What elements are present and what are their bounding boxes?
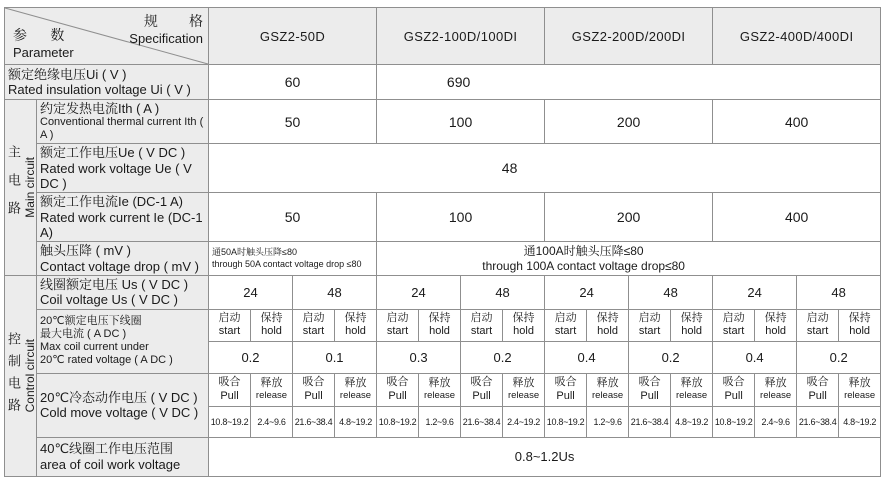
- corner-spec-en: Specification: [129, 31, 203, 46]
- corner-specification: [129, 11, 203, 46]
- ith-value: 50: [209, 100, 377, 144]
- range40-value: 0.8~1.2Us: [209, 437, 881, 476]
- coil-voltage-value: 24: [713, 275, 797, 309]
- coil-current-value: 0.2: [629, 341, 713, 373]
- label-cn: 额定工作电压Ue ( V DC ): [40, 145, 186, 161]
- hold-en: hold: [429, 325, 450, 338]
- group-main-en: Main circuit: [23, 157, 37, 218]
- cold-voltage-value: 4.8~19.2: [335, 406, 377, 437]
- hold-en: hold: [513, 325, 534, 338]
- hold-header-cell: [503, 309, 545, 341]
- start-header-cell: [461, 309, 503, 341]
- row-thermal-current: [5, 100, 881, 144]
- cold-voltage-value: 21.6~38.4: [293, 406, 335, 437]
- column-header-gsz2-200d: GSZ2-200D/200DI: [545, 8, 713, 65]
- cold-voltage-value: 21.6~38.4: [797, 406, 839, 437]
- label-cn: 40℃线圈工作电压范围: [40, 441, 174, 457]
- start-header-cell: [629, 309, 671, 341]
- pull-cn: 吸合: [722, 376, 745, 389]
- hold-cn: 保持: [428, 311, 451, 324]
- hold-header-cell: [419, 309, 461, 341]
- label-line: 20℃额定电压下线圈: [40, 315, 142, 328]
- start-header-cell: [293, 309, 335, 341]
- hold-header-cell: [755, 309, 797, 341]
- label-line: 20℃ rated voltage ( A DC ): [40, 354, 173, 367]
- hold-cn: 保持: [764, 311, 787, 324]
- hold-cn: 保持: [848, 311, 871, 324]
- release-cn: 释放: [260, 377, 283, 390]
- label-cn: 20℃冷态动作电压 ( V DC ): [40, 389, 198, 405]
- row-label-coil: [37, 275, 209, 309]
- pull-cn: 吸合: [806, 376, 829, 389]
- pull-en: Pull: [556, 389, 575, 402]
- cold-voltage-value: 2.4~19.2: [503, 406, 545, 437]
- hold-header-cell: [671, 309, 713, 341]
- hold-en: hold: [345, 325, 366, 338]
- group-control-cn: 控制电路: [6, 331, 21, 420]
- ie-value: 100: [377, 193, 545, 242]
- insulation-value-50d: 60: [209, 65, 377, 100]
- hold-cn: 保持: [344, 311, 367, 324]
- coil-voltage-value: 24: [209, 275, 293, 309]
- cold-voltage-value: 1.2~9.6: [587, 406, 629, 437]
- column-header-gsz2-400d: GSZ2-400D/400DI: [713, 8, 881, 65]
- row-label-ue: [37, 144, 209, 193]
- pull-en: Pull: [808, 389, 827, 402]
- pull-en: Pull: [304, 389, 323, 402]
- label-cn: 约定发热电流Ith ( A ): [40, 101, 160, 116]
- corner-cell: [5, 8, 209, 65]
- header-row: [5, 8, 881, 65]
- cold-voltage-value: 4.8~19.2: [839, 406, 881, 437]
- start-cn: 启动: [722, 311, 745, 324]
- start-header-cell: [209, 309, 251, 341]
- pull-en: Pull: [388, 389, 407, 402]
- label-en: Rated insulation voltage Ui ( V ): [8, 82, 191, 97]
- release-en: release: [676, 390, 708, 402]
- label-line: 最大电流 ( A DC ): [40, 328, 127, 341]
- hold-header-cell: [587, 309, 629, 341]
- pull-cn: 吸合: [302, 376, 325, 389]
- start-cn: 启动: [386, 311, 409, 324]
- release-en: release: [423, 390, 456, 402]
- start-cn: 启动: [302, 311, 325, 324]
- hold-header-cell: [839, 309, 881, 341]
- release-en: release: [844, 390, 876, 402]
- hold-cn: 保持: [680, 311, 703, 324]
- drop-100a-en: through 100A contact voltage drop≤80: [482, 258, 685, 273]
- row-pull-release-header: [5, 373, 881, 406]
- pull-header-cell: [377, 373, 419, 406]
- ie-value: 200: [545, 193, 713, 242]
- label-en: Conventional thermal current Ith ( A ): [40, 116, 204, 142]
- hold-cn: 保持: [260, 311, 283, 324]
- group-control-en: Control circuit: [23, 339, 37, 413]
- drop-value-50a: [209, 242, 377, 276]
- start-en: start: [470, 325, 493, 338]
- drop-50a-cn: 通50A时触头压降≤80: [212, 247, 297, 258]
- row-label-drop: [37, 242, 209, 276]
- start-en: start: [302, 325, 325, 338]
- release-header-cell: [419, 373, 461, 406]
- cold-voltage-value: 10.8~19.2: [377, 406, 419, 437]
- coil-current-value: 0.2: [461, 341, 545, 373]
- row-label-max-current: [37, 309, 209, 373]
- release-header-cell: [587, 373, 629, 406]
- pull-cn: 吸合: [554, 376, 577, 389]
- start-header-cell: [713, 309, 755, 341]
- pull-header-cell: [461, 373, 503, 406]
- start-cn: 启动: [806, 311, 829, 324]
- column-header-gsz2-50d: GSZ2-50D: [209, 8, 377, 65]
- label-cn: 额定绝缘电压Ui ( V ): [8, 66, 127, 82]
- ith-value: 200: [545, 100, 713, 144]
- label-cn: 触头压降 ( mV ): [40, 243, 131, 259]
- cold-voltage-value: 10.8~19.2: [713, 406, 755, 437]
- drop-50a-en: through 50A contact voltage drop ≤80: [212, 258, 362, 269]
- release-cn: 释放: [680, 377, 703, 390]
- cold-voltage-value: 1.2~9.6: [419, 406, 461, 437]
- label-cn: 线圈额定电压 Us ( V DC ): [40, 276, 189, 292]
- release-en: release: [507, 390, 540, 402]
- hold-cn: 保持: [512, 311, 535, 324]
- cold-voltage-value: 21.6~38.4: [629, 406, 671, 437]
- label-en: Coil voltage Us ( V DC ): [40, 292, 178, 308]
- drop-100a-cn: 通100A时触头压降≤80: [523, 243, 644, 258]
- start-cn: 启动: [470, 311, 493, 324]
- start-header-cell: [545, 309, 587, 341]
- cold-voltage-value: 10.8~19.2: [545, 406, 587, 437]
- release-header-cell: [335, 373, 377, 406]
- release-en: release: [339, 390, 372, 402]
- start-header-cell: [797, 309, 839, 341]
- pull-en: Pull: [724, 389, 743, 402]
- pull-header-cell: [713, 373, 755, 406]
- release-en: release: [760, 390, 792, 402]
- coil-current-value: 0.2: [797, 341, 881, 373]
- hold-header-cell: [251, 309, 293, 341]
- pull-en: Pull: [220, 389, 239, 402]
- label-cn: 额定工作电流Ie (DC-1 A): [40, 194, 184, 210]
- ie-value: 50: [209, 193, 377, 242]
- release-en: release: [255, 390, 288, 402]
- label-en: Contact voltage drop ( mV ): [40, 258, 199, 274]
- hold-header-cell: [335, 309, 377, 341]
- start-cn: 启动: [218, 311, 241, 324]
- start-en: start: [722, 325, 745, 338]
- column-header-gsz2-100d: GSZ2-100D/100DI: [377, 8, 545, 65]
- hold-en: hold: [597, 325, 618, 338]
- corner-param-cn: 参 数: [13, 27, 65, 43]
- insulation-value-rest: 690: [377, 65, 881, 100]
- coil-current-value: 0.4: [545, 341, 629, 373]
- cold-voltage-value: 4.8~19.2: [671, 406, 713, 437]
- ie-value: 400: [713, 193, 881, 242]
- release-cn: 释放: [512, 377, 535, 390]
- hold-en: hold: [849, 325, 871, 338]
- row-label-ith: [37, 100, 209, 144]
- pull-cn: 吸合: [470, 376, 493, 389]
- ith-value: 100: [377, 100, 545, 144]
- coil-voltage-value: 24: [377, 275, 461, 309]
- pull-header-cell: [209, 373, 251, 406]
- start-header-cell: [377, 309, 419, 341]
- row-contact-drop: [5, 242, 881, 276]
- coil-voltage-value: 24: [545, 275, 629, 309]
- start-cn: 启动: [554, 311, 577, 324]
- release-cn: 释放: [848, 377, 871, 390]
- start-en: start: [554, 325, 577, 338]
- release-header-cell: [671, 373, 713, 406]
- pull-header-cell: [545, 373, 587, 406]
- row-start-hold-header: [5, 309, 881, 341]
- row-label-cold-voltage: [37, 373, 209, 437]
- pull-header-cell: [629, 373, 671, 406]
- ue-value: 48: [209, 144, 881, 193]
- release-cn: 释放: [764, 377, 787, 390]
- coil-current-value: 0.4: [713, 341, 797, 373]
- row-work-voltage: [5, 144, 881, 193]
- pull-cn: 吸合: [638, 376, 661, 389]
- start-en: start: [386, 325, 409, 338]
- label-en: Cold move voltage ( V DC ): [40, 405, 199, 421]
- cold-voltage-value: 10.8~19.2: [209, 406, 251, 437]
- row-coil-work-range: [5, 437, 881, 476]
- coil-current-value: 0.3: [377, 341, 461, 373]
- coil-current-value: 0.1: [293, 341, 377, 373]
- release-header-cell: [755, 373, 797, 406]
- drop-value-100a: [377, 242, 881, 276]
- pull-en: Pull: [472, 389, 491, 402]
- cold-voltage-value: 21.6~38.4: [461, 406, 503, 437]
- coil-voltage-value: 48: [293, 275, 377, 309]
- hold-en: hold: [765, 325, 787, 338]
- start-cn: 启动: [638, 311, 661, 324]
- label-en: Rated work voltage Ue ( V DC ): [40, 160, 192, 191]
- coil-voltage-value: 48: [461, 275, 545, 309]
- coil-current-value: 0.2: [209, 341, 293, 373]
- row-insulation-voltage: [5, 65, 881, 100]
- label-line: Max coil current under: [40, 341, 149, 354]
- hold-en: hold: [681, 325, 702, 338]
- corner-parameter: [13, 25, 74, 60]
- pull-cn: 吸合: [386, 376, 409, 389]
- pull-en: Pull: [640, 389, 659, 402]
- pull-header-cell: [293, 373, 335, 406]
- hold-en: hold: [261, 325, 282, 338]
- corner-param-en: Parameter: [13, 45, 74, 60]
- release-cn: 释放: [596, 377, 619, 390]
- group-main-circuit: [5, 100, 37, 276]
- coil-voltage-value: 48: [629, 275, 713, 309]
- start-en: start: [638, 325, 661, 338]
- cold-voltage-value: 2.4~9.6: [755, 406, 797, 437]
- pull-cn: 吸合: [218, 376, 241, 389]
- group-main-cn: 主电路: [6, 145, 21, 230]
- corner-spec-cn: 规 格: [143, 13, 203, 29]
- label-en: area of coil work voltage: [40, 456, 181, 472]
- row-label-range40: [37, 437, 209, 476]
- release-header-cell: [251, 373, 293, 406]
- start-en: start: [806, 325, 829, 338]
- row-label-insulation: [5, 65, 209, 100]
- spec-table: [4, 7, 881, 477]
- label-en: Rated work current Ie (DC-1 A): [40, 209, 203, 240]
- release-en: release: [591, 390, 624, 402]
- release-cn: 释放: [344, 377, 367, 390]
- row-label-ie: [37, 193, 209, 242]
- hold-cn: 保持: [596, 311, 619, 324]
- release-header-cell: [503, 373, 545, 406]
- release-header-cell: [839, 373, 881, 406]
- release-cn: 释放: [428, 377, 451, 390]
- cold-voltage-value: 2.4~9.6: [251, 406, 293, 437]
- row-work-current: [5, 193, 881, 242]
- group-control-circuit: [5, 275, 37, 476]
- coil-voltage-value: 48: [797, 275, 881, 309]
- pull-header-cell: [797, 373, 839, 406]
- ith-value: 400: [713, 100, 881, 144]
- row-coil-voltage: [5, 275, 881, 309]
- start-en: start: [218, 325, 241, 338]
